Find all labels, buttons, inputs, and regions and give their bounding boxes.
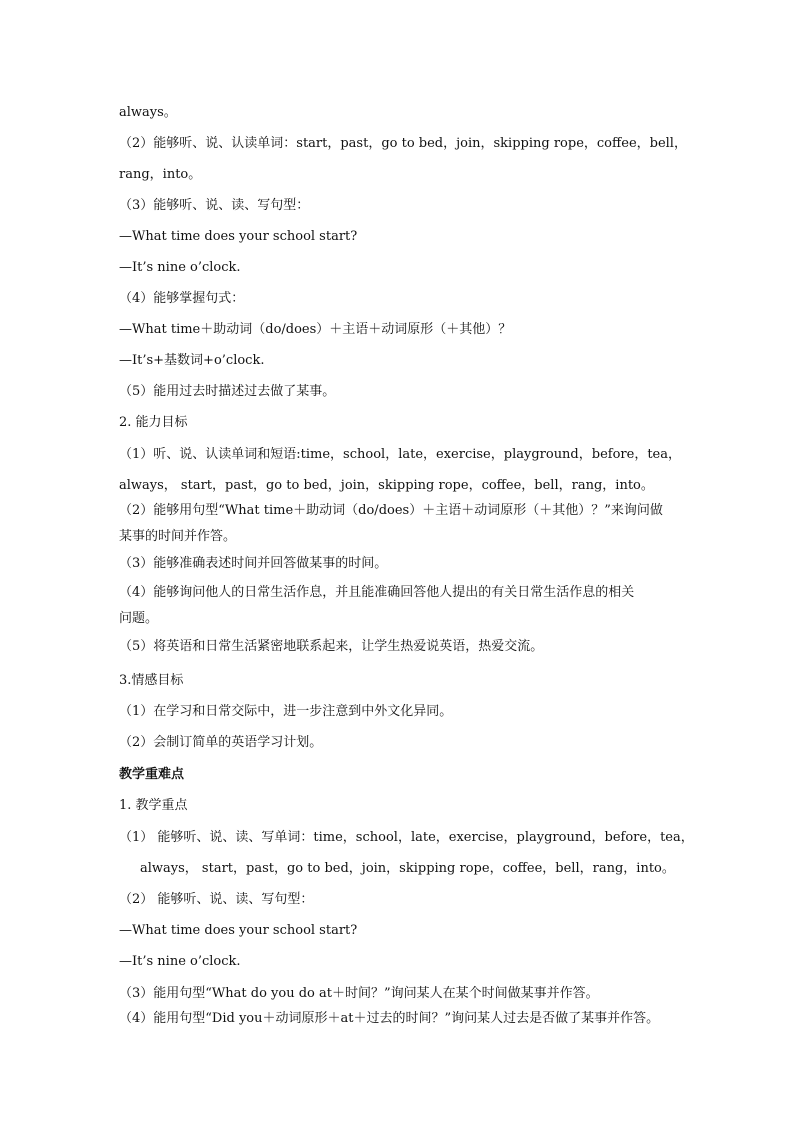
section-heading: 1. 教学重点 [119, 798, 188, 813]
text-line: （4）能够掌握句式： [119, 291, 245, 306]
text-line: （1） 能够听、说、读、写单词：time，school，late，exercise，playground，before，tea， [119, 830, 694, 845]
text-line: （4）能够询问他人的日常生活作息，并且能准确回答他人提出的有关日常生活作息的相关 [119, 585, 635, 600]
text-line: （3）能够准确表述时间并回答做某事的时间。 [119, 556, 388, 571]
text-line: —What time does your school start? [119, 923, 358, 938]
text-line: 问题。 [119, 611, 159, 626]
text-line: （1）在学习和日常交际中，进一步注意到中外文化异同。 [119, 704, 453, 719]
text-line: （5）能用过去时描述过去做了某事。 [119, 384, 336, 399]
section-heading: 3.情感目标 [119, 673, 184, 688]
text-line: （5）将英语和日常生活紧密地联系起来，让学生热爱说英语，热爱交流。 [119, 639, 544, 654]
text-line: —What time＋助动词（do/does）＋主语＋动词原形（＋其他）？ [119, 322, 512, 337]
text-line: always。 [119, 105, 177, 120]
text-line: （2）能够听、说、认读单词：start，past，go to bed，join，skipping rope，coffee，bell， [119, 136, 687, 151]
text-line: （3）能够听、说、读、写句型： [119, 198, 310, 213]
text-line: （2）能够用句型“What time＋助动词（do/does）＋主语＋动词原形（＋其他）？”来询问做 [119, 503, 663, 518]
section-heading: 2. 能力目标 [119, 415, 188, 430]
text-line: —It’s nine o’clock. [119, 260, 241, 275]
text-line: —What time does your school start? [119, 229, 358, 244]
text-line: （4）能用句型“Did you＋动词原形＋at＋过去的时间？”询问某人过去是否做了某事并作答。 [119, 1011, 660, 1026]
text-line: —It’s+基数词+o’clock. [119, 353, 265, 368]
section-title: 教学重难点 [119, 767, 185, 782]
text-line: always， start，past，go to bed，join，skipping rope，coffee，bell，rang，into。 [119, 478, 654, 493]
text-line: always， start，past，go to bed，join，skipping rope，coffee，bell，rang，into。 [140, 861, 675, 876]
text-line: 某事的时间并作答。 [119, 529, 237, 544]
text-line: （2）会制订简单的英语学习计划。 [119, 735, 323, 750]
text-line: rang，into。 [119, 167, 202, 182]
text-line: （1）听、说、认读单词和短语:time，school，late，exercise，playground，before，tea， [119, 447, 681, 462]
text-line: （3）能用句型“What do you do at＋时间？”询问某人在某个时间做某事并作答。 [119, 986, 599, 1001]
text-line: （2） 能够听、说、读、写句型： [119, 892, 314, 907]
text-line: —It’s nine o’clock. [119, 954, 241, 969]
